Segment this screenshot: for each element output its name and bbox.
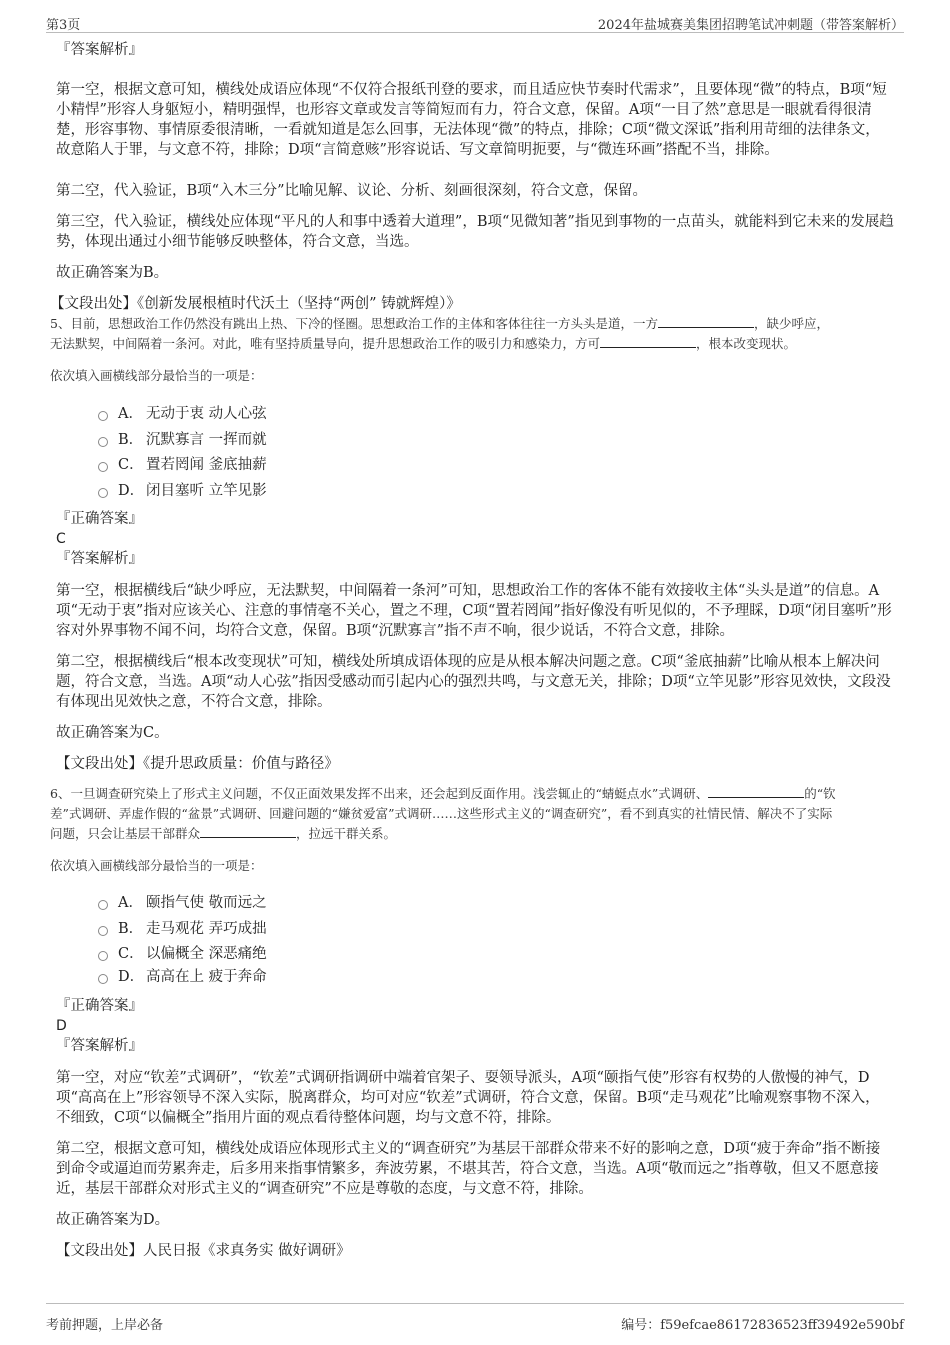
q5-options — [98, 402, 894, 504]
prev-source: 【文段出处】《创新发展根植时代沃土（坚持“两创” 铸就辉煌）》 — [50, 296, 461, 312]
prev-analysis-label: 『答案解析』 — [56, 42, 143, 58]
q5-correct-label: 『正确答案』 — [56, 511, 143, 527]
page-content — [50, 40, 894, 1261]
footer-slogan: 考前押题，上岸必备 — [46, 1318, 164, 1333]
q5-option-d[interactable]: D． 闭目塞听 立竿见影 — [98, 479, 894, 505]
radio-icon[interactable] — [98, 411, 108, 421]
q6-source: 【文段出处】人民日报《求真务实 做好调研》 — [56, 1242, 351, 1259]
page-number: 第3页 — [46, 18, 81, 33]
q6-options — [98, 891, 894, 988]
prev-analysis-para1: 第一空，根据文意可知，横线处成语应体现“不仅符合报纸刊登的要求，而且适应快节奏时代需求”，且要体现“微”的特点，B项“短小精悍”形容人身躯短小，精明强悍，也形容文章或发言等简短而有力，符合文意，保留。A项“一目了然”意思是一眼就看得很清楚，形容事物、事情原委很清晰，一看就知道是怎么回事，无法体现“微”的特点，排除；C项“微文深诋”指利用苛细的法律条文，故意陷人于罪，与文意不符，排除；D项“言简意赅”形容说话、写文章简明扼要，与“微连环画”搭配不当，排除。 — [56, 82, 887, 158]
q5-analysis-para1: 第一空，根据横线后“缺少呼应，无法默契，中间隔着一条河”可知，思想政治工作的客体不能有效接收主体“头头是道”的信息。A项“无动于衷”指对应该关心、注意的事情毫不关心，置之不理，C项“置若罔闻”指好像没有听见似的，不予理睬，D项“闭目塞听”形容对外界事物不闻不问，均符合文意，保留。B项“沉默寡言”指不声不响，很少说话，不符合文意，排除。 — [56, 583, 892, 639]
q5-option-a[interactable]: A． 无动于衷 动人心弦 — [98, 402, 894, 428]
radio-icon[interactable] — [98, 974, 108, 984]
q5-option-c[interactable]: C． 置若罔闻 釜底抽薪 — [98, 453, 894, 479]
q6-blank-2 — [200, 825, 296, 838]
q5-option-b[interactable]: B． 沉默寡言 一挥而就 — [98, 428, 894, 454]
q6-conclusion: 故正确答案为D。 — [56, 1211, 170, 1228]
q6-correct-label: 『正确答案』 — [56, 997, 143, 1014]
q5-instruction: 依次填入画横线部分最恰当的一项是： — [50, 368, 263, 383]
prev-analysis-para3: 第三空，代入验证，横线处应体现“平凡的人和事中透着大道理”，B项“见微知著”指见到事物的一点苗头，就能料到它未来的发展趋势，体现出通过小细节能够反映整体，符合文意，当选。 — [56, 214, 894, 250]
radio-icon[interactable] — [98, 462, 108, 472]
radio-icon[interactable] — [98, 488, 108, 498]
q6-analysis-label: 『答案解析』 — [56, 1037, 143, 1054]
q6-option-b[interactable]: B． 走马观花 弄巧成拙 — [98, 917, 894, 943]
document-title: 2024年盐城赛美集团招聘笔试冲刺题（带答案解析） — [597, 18, 904, 33]
document-id: 编号：f59efcae86172836523ff39492e590bf — [621, 1318, 904, 1333]
q6-correct-answer: D — [56, 1017, 67, 1034]
q5-stem: 5、目前，思想政治工作仍然没有跳出上热、下冷的怪圈。思想政治工作的主体和客体往往一方头头是道，一方 ，缺少呼应， 无法默契，中间隔着一条河。对此，唯有坚持质量导向，提升思想政治工作的吸引力和感染力，方可 ，根本改变现状。 — [50, 316, 829, 351]
q5-analysis-label: 『答案解析』 — [56, 551, 143, 567]
q5-analysis-para2: 第二空，根据横线后“根本改变现状”可知，横线处所填成语体现的应是从根本解决问题之意。C项“釜底抽薪”比喻从根本上解决问题，符合文意，当选。A项“动人心弦”指因受感动而引起内心的强烈共鸣，与文意无关，排除；D项“立竿见影”形容见效快，文段没有体现出见效快之意，不符合文意，排除。 — [56, 654, 891, 710]
q5-conclusion: 故正确答案为C。 — [56, 725, 169, 741]
prev-conclusion: 故正确答案为B。 — [56, 265, 169, 281]
q5-blank-1 — [658, 315, 754, 328]
q6-analysis-para2: 第二空，根据文意可知，横线处成语应体现形式主义的“调查研究”为基层干部群众带来不好的影响之意，D项“疲于奔命”指不断接到命令或逼迫而劳累奔走，后多用来指事情繁多，奔波劳累，不堪其苦，符合文意，当选。A项“敬而远之”指尊敬，但又不愿意接近，基层干部群众对形式主义的“调查研究”不应是尊敬的态度，与文意不符，排除。 — [56, 1140, 881, 1197]
q6-stem: 6、一旦调查研究染上了形式主义问题，不仅正面效果发挥不出来，还会起到反面作用。浅尝辄止的“蜻蜓点水”式调研、 的“钦 差”式调研、弄虚作假的“盆景”式调研、回避问题的“嫌贫爱富”式调研……这些形式主义的“调查研究”，看不到真实的社情民情、解决不了实际 问题，只会让基层干部群众 ，拉远干群关系。 — [50, 786, 836, 841]
q6-instruction: 依次填入画横线部分最恰当的一项是： — [50, 858, 263, 873]
page-footer — [46, 1303, 904, 1334]
radio-icon[interactable] — [98, 437, 108, 447]
q6-option-c[interactable]: C． 以偏概全 深恶痛绝 — [98, 942, 894, 968]
radio-icon[interactable] — [98, 951, 108, 961]
q6-option-d[interactable]: D． 高高在上 疲于奔命 — [98, 968, 894, 988]
q6-option-a[interactable]: A． 颐指气使 敬而远之 — [98, 891, 894, 917]
q5-correct-answer: C — [56, 531, 66, 547]
q5-source: 【文段出处】《提升思政质量：价值与路径》 — [56, 756, 339, 772]
q6-analysis-para1: 第一空，对应“钦差”式调研”，“钦差”式调研指调研中端着官架子、耍领导派头，A项“颐指气使”形容有权势的人傲慢的神气，D项“高高在上”形容领导不深入实际，脱离群众，均可对应“钦差”式调研，符合文意，保留。B项“走马观花”比喻观察事物不深入，不细致，C项“以偏概全”指用片面的观点看待整体问题，均与文意不符，排除。 — [56, 1069, 880, 1126]
prev-analysis-para2: 第二空，代入验证，B项“入木三分”比喻见解、议论、分析、刻画很深刻，符合文意，保留。 — [56, 183, 647, 199]
radio-icon[interactable] — [98, 900, 108, 910]
page-header — [46, 12, 904, 33]
q6-blank-1 — [708, 785, 804, 798]
q5-blank-2 — [600, 335, 696, 348]
radio-icon[interactable] — [98, 926, 108, 936]
